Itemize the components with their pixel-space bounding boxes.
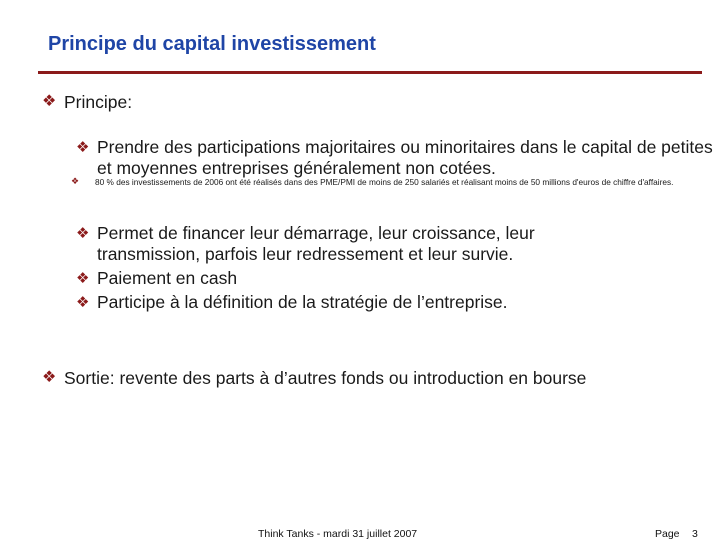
diamond-bullet-icon: ❖ — [76, 225, 90, 242]
bullet-principe — [42, 92, 132, 113]
diamond-bullet-icon: ❖ — [76, 270, 90, 287]
bullet-strategie-text: Participe à la définition de la stratégie de l’entreprise. — [97, 292, 508, 312]
bullet-participations — [76, 137, 716, 179]
bullet-paiement — [76, 268, 676, 289]
bullet-financer-text: Permet de financer leur démarrage, leur croissance, leur transmission, parfois leur redressement et leur survie. — [97, 223, 535, 264]
bullet-note-text: 80 % des investissements de 2006 ont été réalisés dans des PME/PMI de moins de 250 salariés et réalisant moins de 50 millions d'euros de chiffre d'affaires. — [95, 177, 674, 187]
diamond-bullet-icon: ❖ — [42, 369, 57, 386]
footer-page-label: Page — [655, 528, 680, 540]
title-underline — [38, 71, 702, 74]
diamond-bullet-icon: ❖ — [71, 176, 80, 186]
slide-title: Principe du capital investissement — [48, 33, 376, 55]
bullet-principe-text: Principe: — [64, 92, 133, 112]
bullet-paiement-text: Paiement en cash — [97, 268, 238, 288]
diamond-bullet-icon: ❖ — [42, 93, 57, 110]
bullet-sortie-text: Sortie: revente des parts à d’autres fonds ou introduction en bourse — [64, 368, 587, 388]
footer-text: Think Tanks - mardi 31 juillet 2007 — [258, 528, 418, 540]
bullet-sortie — [42, 368, 712, 389]
bullet-participations-text: Prendre des participations majoritaires ou minoritaires dans le capital de petites et moyennes entreprises généralement non cotées. — [97, 137, 713, 178]
bullet-strategie — [76, 292, 696, 313]
bullet-financer — [76, 223, 636, 265]
bullet-note — [71, 177, 716, 188]
footer-page-number: 3 — [692, 528, 698, 540]
diamond-bullet-icon: ❖ — [76, 294, 90, 311]
diamond-bullet-icon: ❖ — [76, 139, 90, 156]
